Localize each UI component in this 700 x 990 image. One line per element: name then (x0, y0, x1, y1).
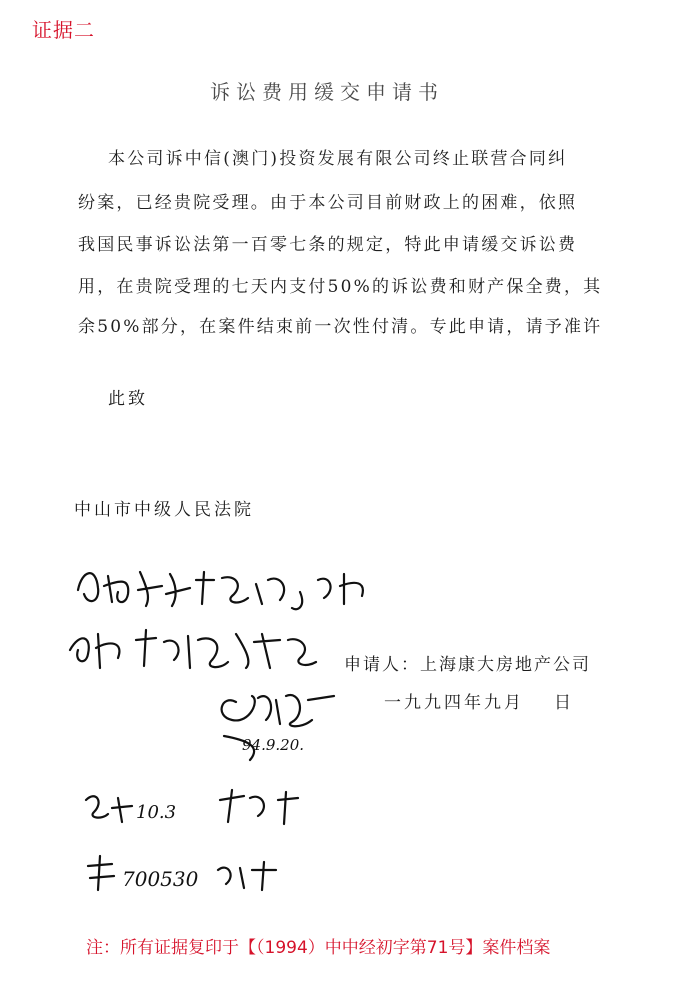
document-title: 诉讼费用缓交申请书 (210, 80, 444, 104)
date-text: 一九九四年九月 (384, 693, 524, 713)
date-day: 日 (554, 693, 574, 713)
paragraph-line-4: 用，在贵院受理的七天内支付50%的诉讼费和财产保全费，其 (78, 277, 603, 297)
handwritten-date-mark: 94.9.20. (242, 736, 305, 754)
evidence-label: 证据二 (32, 18, 95, 42)
handwritten-amount-2: 700530 (122, 867, 199, 891)
handwritten-annotations (0, 550, 700, 910)
paragraph-line-5: 余50%部分，在案件结束前一次性付清。专此申请，请予准许 (78, 317, 603, 337)
handwriting-scribble-1 (78, 572, 363, 609)
court-name: 中山市中级人民法院 (74, 500, 254, 520)
salutation: 此致 (108, 389, 148, 409)
paragraph-line-1: 本公司诉中信(澳门)投资发展有限公司终止联营合同纠 (108, 149, 568, 169)
applicant-line: 申请人：上海康大房地产公司 (344, 655, 591, 675)
date-line (384, 688, 574, 713)
signature (222, 695, 334, 726)
footer-note: 注：所有证据复印于【（1994）中中经初字第71号】案件档案 (86, 938, 551, 958)
handwritten-amount-1: 10.3 (136, 802, 177, 823)
paragraph-line-3: 我国民事诉讼法第一百零七条的规定，特此申请缓交诉讼费 (78, 235, 578, 255)
handwriting-scribble-2 (70, 630, 316, 668)
paragraph-line-2: 纷案，已经贵院受理。由于本公司目前财政上的困难，依照 (78, 193, 578, 213)
handwriting-scribble-3 (86, 790, 298, 824)
